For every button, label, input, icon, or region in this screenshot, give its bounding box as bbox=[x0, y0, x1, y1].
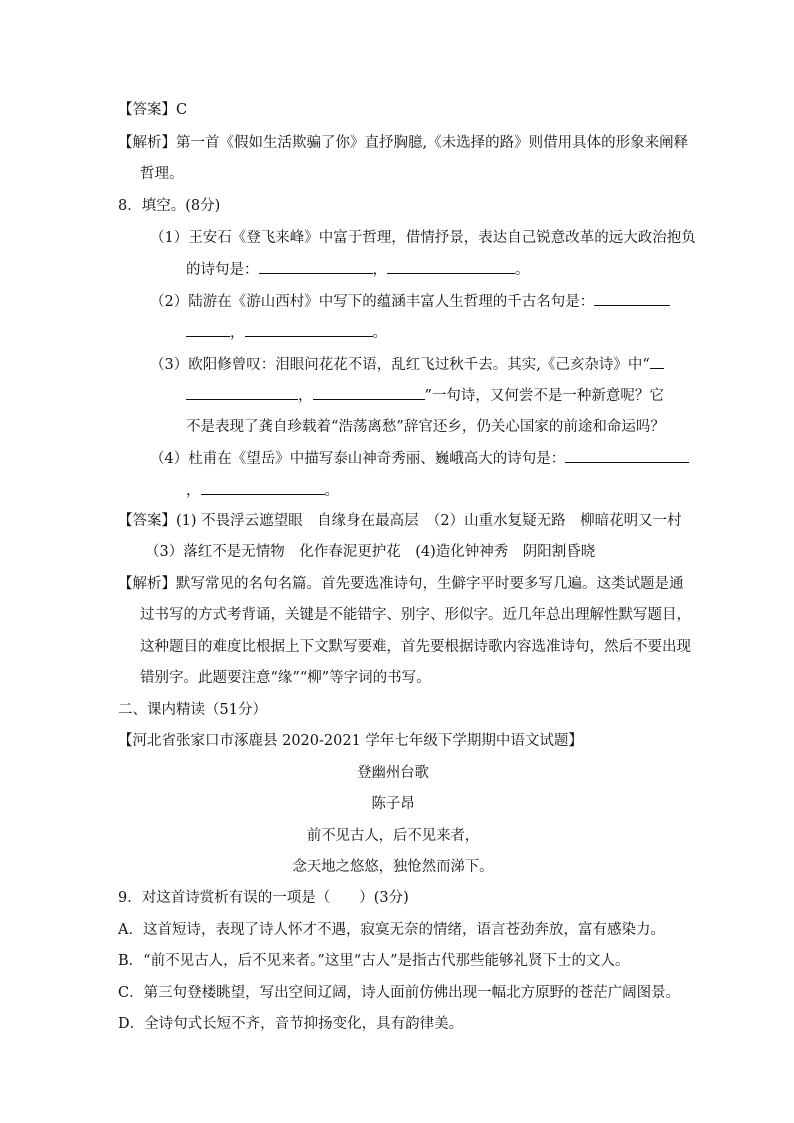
q8-item-4-line-2 bbox=[186, 480, 339, 500]
analysis-text: 第一首《假如生活欺骗了你》直抒胸臆,《未选择的路》则借用具体的形象来阐释 bbox=[176, 135, 689, 151]
blank-prefix: ， bbox=[186, 483, 201, 499]
answer-8-line-2: （3）落红不是无情物 化作春泥更护花 (4)造化钟神秀 阴阳割昏晓 bbox=[145, 544, 596, 560]
q8-item-3-line-2 bbox=[186, 385, 664, 405]
analysis-text: 默写常见的名句名篇。首先要选准诗句，生僻字平时要多写几遍。这类试题是通 bbox=[176, 576, 684, 592]
answer-blank[interactable] bbox=[313, 385, 425, 400]
question-9-option-d: D．全诗句式长短不齐，音节抑扬变化，具有韵律美。 bbox=[118, 1016, 464, 1032]
poem-title: 登幽州台歌 bbox=[357, 765, 429, 781]
blank-separator: ， bbox=[298, 388, 313, 404]
item-text: （3）欧阳修曾叹：泪眼问花花不语，乱红飞过秋千去。其实,《己亥杂诗》中“ bbox=[150, 357, 650, 373]
answer-blank[interactable] bbox=[650, 354, 664, 369]
answer-blank[interactable] bbox=[186, 385, 298, 400]
answer-text: (1) 不畏浮云遮望眼 自缘身在最高层 （2）山重水复疑无路 柳暗花明又一村 bbox=[176, 513, 682, 529]
item-text: （2）陆游在《游山西村》中写下的蕴涵丰富人生哲理的千古名句是： bbox=[150, 294, 595, 310]
q8-item-3-line-1 bbox=[150, 354, 664, 374]
poem-line-2: 念天地之悠悠，独怆然而涕下。 bbox=[292, 859, 494, 875]
answer-label: 【答案】 bbox=[118, 513, 176, 529]
blank-end: 。 bbox=[324, 483, 339, 499]
blank-separator: ， bbox=[372, 262, 387, 278]
analysis-7-line-1 bbox=[118, 133, 688, 153]
analysis-8-line-4: 错别字。此题要注意“缘”“柳”等字词的书写。 bbox=[140, 670, 431, 686]
analysis-7-line-2: 哲理。 bbox=[140, 166, 184, 182]
q8-item-2-line-1 bbox=[150, 291, 670, 311]
answer-7 bbox=[118, 100, 187, 120]
q8-item-3-line-3: 不是表现了龚自珍载着“浩荡离愁”辞官还乡，仍关心国家的前途和命运吗？ bbox=[186, 419, 665, 435]
analysis-8-line-1 bbox=[118, 574, 684, 594]
blank-end: 。 bbox=[372, 325, 387, 341]
answer-blank[interactable] bbox=[186, 322, 230, 337]
poem-author: 陈子昂 bbox=[371, 796, 415, 812]
answer-value: C bbox=[176, 102, 188, 118]
blank-end: ”一句诗，又何尝不是一种新意呢？它 bbox=[424, 388, 664, 404]
question-8-heading: 8．填空。(8分) bbox=[118, 198, 221, 214]
poem-line-1: 前不见古人，后不见来者， bbox=[306, 828, 480, 844]
question-9-option-c: C．第三句登楼眺望，写出空间辽阔，诗人面前仿佛出现一幅北方原野的苍茫广阔图景。 bbox=[118, 985, 681, 1001]
answer-blank[interactable] bbox=[201, 480, 325, 495]
q8-item-1-line-2 bbox=[186, 259, 530, 279]
analysis-8-line-3: 这种题目的难度比根据上下文默写要难，首先要根据诗歌内容选准诗句，然后不要出现 bbox=[140, 639, 691, 655]
q8-item-4-line-1 bbox=[150, 448, 689, 468]
question-9-option-a: A．这首短诗，表现了诗人怀才不遇，寂寞无奈的情绪，语言苍劲奔放，富有感染力。 bbox=[118, 922, 665, 938]
answer-blank[interactable] bbox=[245, 322, 373, 337]
answer-blank[interactable] bbox=[565, 448, 689, 463]
question-9-option-b: B．“前不见古人，后不见来者。”这里“古人”是指古代那些能够礼贤下士的文人。 bbox=[118, 953, 630, 969]
blank-prefix: 的诗句是： bbox=[186, 262, 259, 278]
item-text: （4）杜甫在《望岳》中描写泰山神奇秀丽、巍峨高大的诗句是： bbox=[150, 451, 566, 467]
answer-8-line-1 bbox=[118, 511, 682, 531]
analysis-label: 【解析】 bbox=[118, 135, 176, 151]
blank-separator: ， bbox=[230, 325, 245, 341]
answer-blank[interactable] bbox=[594, 291, 670, 306]
analysis-8-line-2: 过书写的方式考背诵，关键是不能错字、别字、形似字。近几年总出理解性默写题目， bbox=[140, 607, 691, 623]
answer-blank[interactable] bbox=[387, 259, 515, 274]
question-9-stem: 9．对这首诗赏析有误的一项是（ ）(3分) bbox=[118, 890, 409, 906]
section-2-heading: 二、课内精读（51分） bbox=[118, 702, 267, 718]
answer-blank[interactable] bbox=[259, 259, 373, 274]
source-citation: 【河北省张家口市涿鹿县 2020-2021 学年七年级下学期期中语文试题】 bbox=[118, 733, 583, 749]
q8-item-1-line-1: （1）王安石《登飞来峰》中富于哲理，借情抒景，表达自己锐意改革的远大政治抱负 bbox=[150, 230, 696, 246]
q8-item-2-line-2 bbox=[186, 322, 387, 342]
answer-label: 【答案】 bbox=[118, 102, 176, 118]
analysis-label: 【解析】 bbox=[118, 576, 176, 592]
blank-end: 。 bbox=[515, 262, 530, 278]
